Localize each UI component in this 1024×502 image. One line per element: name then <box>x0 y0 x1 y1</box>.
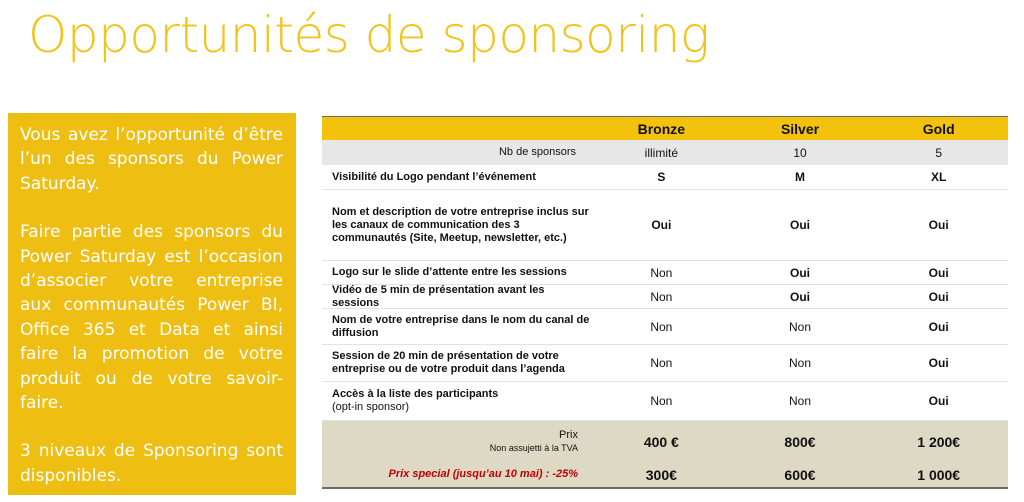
row-label-main: Accès à la liste des participants <box>332 388 499 400</box>
price-note: Non assujetti à la TVA <box>489 442 578 453</box>
cell-gold: Oui <box>928 265 949 280</box>
cell-silver: Non <box>789 356 812 370</box>
table-row <box>322 285 1008 309</box>
cell-silver: Oui <box>790 265 810 280</box>
cell-bronze: Non <box>650 265 673 280</box>
cell-silver: Oui <box>790 218 810 232</box>
tier-gold-header: Gold <box>922 120 955 137</box>
cell-silver: 10 <box>793 145 807 160</box>
row-label: Logo sur le slide d’attente entre les sessions <box>332 266 567 278</box>
cell-gold: Oui <box>928 289 949 304</box>
price-gold: 1 200€ <box>917 433 961 450</box>
row-label: Vidéo de 5 min de présentation avant les sessions <box>332 283 545 309</box>
page-title: Opportunités de sponsoring <box>28 6 710 64</box>
price-silver: 800€ <box>784 433 816 450</box>
row-label: Nom et description de votre entreprise inclus sur les canaux de communication des 3 communautés (Site, Meetup, newsletter, etc.) <box>332 205 589 244</box>
price-label-cell <box>322 429 592 455</box>
row-label: Session de 20 min de présentation de votre entreprise ou de votre produit dans l’agenda <box>332 350 565 375</box>
intro-paragraph-3: 3 niveaux de Sponsoring sont disponibles. <box>20 441 283 486</box>
cell-silver: Non <box>789 319 812 334</box>
row-label-sub: (opt-in sponsor) <box>332 401 410 413</box>
cell-gold: 5 <box>935 145 943 160</box>
table-row <box>322 345 1008 382</box>
cell-bronze: S <box>657 170 666 184</box>
table-row <box>322 165 1008 190</box>
cell-bronze: Oui <box>651 218 672 232</box>
cell-silver: M <box>795 170 805 184</box>
cell-silver: Non <box>789 394 812 408</box>
price-row <box>322 421 1008 462</box>
cell-bronze: Non <box>650 394 673 408</box>
table-header-row <box>322 117 1008 140</box>
cell-bronze: Non <box>650 319 673 334</box>
tier-bronze-header: Bronze <box>637 120 686 137</box>
row-label <box>322 388 592 414</box>
special-price-label: Prix special (jusqu’au 10 mai) : -25% <box>388 468 578 480</box>
row-label: Nom de votre entreprise dans le nom du canal de diffusion <box>332 313 590 339</box>
table-row <box>322 261 1008 285</box>
special-price-row <box>322 462 1008 489</box>
intro-paragraph-1: Vous avez l’opportunité d’être l’un des sponsors du Power Saturday. <box>20 125 283 194</box>
row-label: Nb de sponsors <box>498 146 576 158</box>
sponsoring-table <box>322 116 1008 489</box>
table-row <box>322 190 1008 261</box>
row-label: Visibilité du Logo pendant l’événement <box>332 170 536 183</box>
cell-bronze: Non <box>650 289 673 304</box>
special-price-bronze: 300€ <box>645 466 677 483</box>
table-row <box>322 309 1008 345</box>
table-row <box>322 382 1008 421</box>
cell-bronze: Non <box>650 356 673 370</box>
special-price-gold: 1 000€ <box>917 466 961 483</box>
cell-gold: Oui <box>928 356 949 370</box>
cell-gold: XL <box>931 170 947 184</box>
cell-silver: Oui <box>790 289 810 304</box>
cell-bronze: illimité <box>644 145 678 160</box>
sponsor-count-row <box>322 140 1008 165</box>
special-price-silver: 600€ <box>784 466 816 483</box>
tier-silver-header: Silver <box>780 120 820 137</box>
price-bronze: 400 € <box>643 433 679 450</box>
intro-paragraph-2: Faire partie des sponsors du Power Saturday est l’occasion d’associer votre entreprise aux communautés Power BI, Office 365 et Data et ainsi faire la promotion de votre produit ou de votre savoir-faire. <box>20 222 283 414</box>
cell-gold: Oui <box>928 218 949 232</box>
cell-gold: Oui <box>928 319 949 334</box>
cell-gold: Oui <box>928 394 949 408</box>
price-label: Prix <box>559 428 578 441</box>
intro-panel <box>8 113 296 495</box>
